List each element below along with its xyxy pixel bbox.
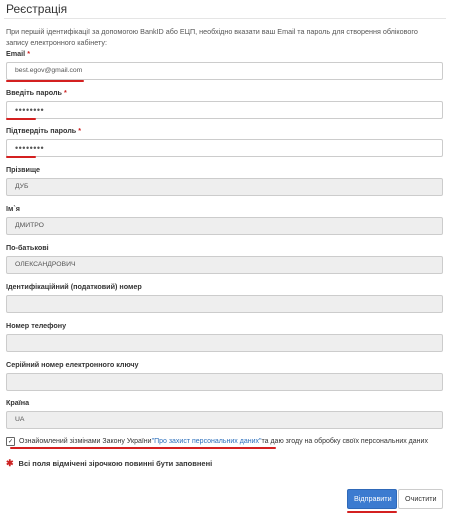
annotation-underline	[6, 80, 84, 82]
password-confirm-label	[6, 126, 81, 135]
key-serial-label: Серійний номер електронного ключу	[6, 360, 139, 369]
name-field	[6, 217, 443, 235]
annotation-underline	[347, 511, 397, 513]
tax-id-label: Ідентифікаційний (податковий) номер	[6, 282, 142, 291]
key-serial-field	[6, 373, 443, 391]
phone-label: Номер телефону	[6, 321, 67, 330]
consent-text-before: Ознайомлений зізмінами Закону України	[19, 438, 152, 445]
password-input[interactable]	[6, 101, 443, 119]
check-icon: ✓	[7, 438, 14, 445]
patronymic-label: По-батькові	[6, 243, 49, 252]
surname-value: ДУБ	[15, 183, 29, 190]
annotation-underline	[10, 447, 276, 449]
submit-button[interactable]: Відправити	[347, 489, 397, 509]
phone-field	[6, 334, 443, 352]
page-title: Реєстрація	[6, 2, 68, 16]
password-confirm-label-text: Підтвердіть пароль	[6, 126, 77, 135]
patronymic-field	[6, 256, 443, 274]
country-label: Країна	[6, 398, 30, 407]
asterisk-icon: ✱	[6, 458, 14, 468]
surname-field	[6, 178, 443, 196]
annotation-underline	[6, 156, 36, 158]
required-mark: *	[63, 88, 67, 97]
consent-row	[6, 437, 428, 446]
password-value: ••••••••	[15, 105, 45, 115]
password-label	[6, 88, 67, 97]
country-value: UA	[15, 416, 25, 423]
tax-id-field	[6, 295, 443, 313]
required-note-text: Всі поля відмічені зірочкою повинні бути заповнені	[18, 459, 213, 468]
name-label: Ім`я	[6, 204, 20, 213]
intro-text: При першій ідентифікації за допомогою BankID або ЕЦП, необхідно вказати ваш Email та пароль для створення облікового запису електронного кабінету:	[6, 27, 418, 47]
name-value: ДМИТРО	[15, 222, 44, 229]
required-note	[6, 458, 212, 469]
surname-label: Прізвище	[6, 165, 41, 174]
password-confirm-value: ••••••••	[15, 143, 45, 153]
email-label	[6, 49, 30, 58]
email-label-text: Email	[6, 49, 26, 58]
email-input[interactable]	[6, 62, 443, 80]
email-value: best.egov@gmail.com	[15, 67, 83, 74]
annotation-underline	[6, 118, 36, 120]
required-mark: *	[27, 49, 30, 58]
clear-button[interactable]: Очистити	[398, 489, 443, 509]
consent-text-after: та даю згоду на обробку своїх персональних даних	[261, 438, 428, 445]
patronymic-value: ОЛЕКСАНДРОВИЧ	[15, 261, 76, 268]
required-mark: *	[78, 126, 82, 135]
country-field	[6, 411, 443, 429]
password-label-text: Введіть пароль	[6, 88, 62, 97]
title-divider	[4, 18, 446, 19]
password-confirm-input[interactable]	[6, 139, 443, 157]
personal-data-law-link[interactable]: "Про захист персональних даних"	[151, 438, 262, 445]
consent-checkbox[interactable]	[6, 437, 15, 446]
